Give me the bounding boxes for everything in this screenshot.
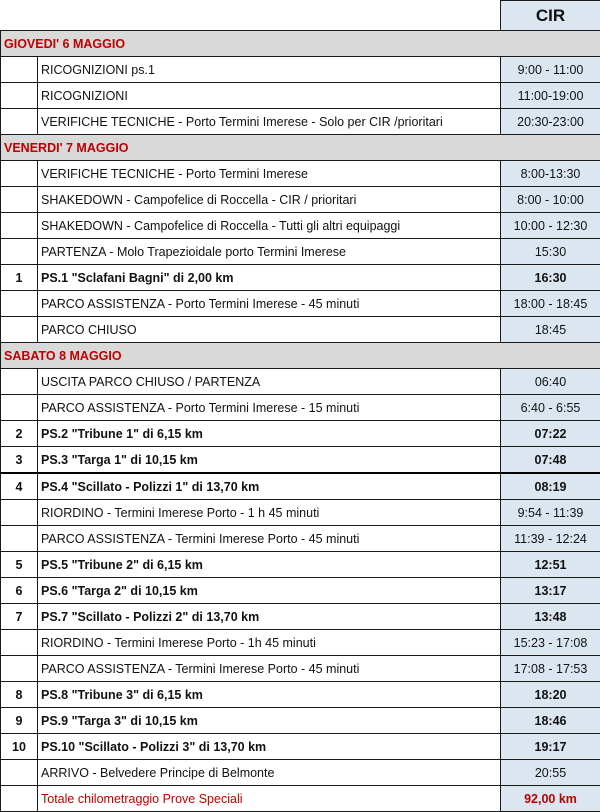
stage-number-cell: [1, 526, 38, 552]
event-time-cell: 8:00 - 10:00: [501, 187, 600, 213]
schedule-row: [1, 213, 600, 239]
schedule-row: [1, 291, 600, 317]
stage-number-cell: 9: [1, 708, 38, 734]
schedule-row: [1, 161, 600, 187]
schedule-row: [1, 239, 600, 265]
event-description-cell: VERIFICHE TECNICHE - Porto Termini Imerese: [38, 161, 501, 187]
event-time-cell: 18:46: [501, 708, 600, 734]
event-time-cell: 6:40 - 6:55: [501, 395, 600, 421]
schedule-row: [1, 578, 600, 604]
event-description-cell: PS.3 "Targa 1" di 10,15 km: [38, 447, 501, 474]
event-time-cell: 9:54 - 11:39: [501, 500, 600, 526]
total-label: Totale chilometraggio Prove Speciali: [38, 786, 501, 812]
event-description-cell: SHAKEDOWN - Campofelice di Roccella - CIR / prioritari: [38, 187, 501, 213]
day-header-row: [1, 31, 600, 57]
event-time-cell: 11:39 - 12:24: [501, 526, 600, 552]
event-time-cell: 12:51: [501, 552, 600, 578]
stage-number-cell: 4: [1, 473, 38, 500]
event-description-cell: PS.7 "Scillato - Polizzi 2" di 13,70 km: [38, 604, 501, 630]
event-description-cell: PARCO ASSISTENZA - Porto Termini Imerese - 45 minuti: [38, 291, 501, 317]
schedule-row: [1, 760, 600, 786]
header-blank-cell: [1, 1, 501, 31]
stage-number-cell: [1, 161, 38, 187]
stage-number-cell: [1, 291, 38, 317]
event-time-cell: 15:30: [501, 239, 600, 265]
event-time-cell: 18:20: [501, 682, 600, 708]
event-description-cell: PS.1 "Sclafani Bagni" di 2,00 km: [38, 265, 501, 291]
event-description-cell: SHAKEDOWN - Campofelice di Roccella - Tutti gli altri equipaggi: [38, 213, 501, 239]
schedule-row: [1, 552, 600, 578]
cir-column-header: CIR: [501, 1, 600, 31]
schedule-row: [1, 187, 600, 213]
stage-number-cell: [1, 213, 38, 239]
stage-number-cell: 1: [1, 265, 38, 291]
day-header: GIOVEDI' 6 MAGGIO: [1, 31, 600, 57]
event-description-cell: PS.4 "Scillato - Polizzi 1" di 13,70 km: [38, 473, 501, 500]
stage-number-cell: [1, 109, 38, 135]
stage-number-cell: [1, 83, 38, 109]
event-description-cell: PARCO ASSISTENZA - Termini Imerese Porto - 45 minuti: [38, 656, 501, 682]
stage-number-cell: 6: [1, 578, 38, 604]
total-number-cell: [1, 786, 38, 812]
event-description-cell: PARCO CHIUSO: [38, 317, 501, 343]
event-time-cell: 13:17: [501, 578, 600, 604]
stage-number-cell: 2: [1, 421, 38, 447]
event-description-cell: PS.9 "Targa 3" di 10,15 km: [38, 708, 501, 734]
event-description-cell: RICOGNIZIONI ps.1: [38, 57, 501, 83]
event-time-cell: 9:00 - 11:00: [501, 57, 600, 83]
event-description-cell: PARCO ASSISTENZA - Porto Termini Imerese - 15 minuti: [38, 395, 501, 421]
schedule-row: [1, 265, 600, 291]
schedule-row: [1, 526, 600, 552]
event-time-cell: 06:40: [501, 369, 600, 395]
day-header: SABATO 8 MAGGIO: [1, 343, 600, 369]
event-time-cell: 07:48: [501, 447, 600, 474]
stage-number-cell: 8: [1, 682, 38, 708]
stage-number-cell: [1, 57, 38, 83]
schedule-row: [1, 656, 600, 682]
stage-number-cell: 10: [1, 734, 38, 760]
stage-number-cell: [1, 317, 38, 343]
schedule-row: [1, 57, 600, 83]
event-description-cell: RICOGNIZIONI: [38, 83, 501, 109]
schedule-row: [1, 421, 600, 447]
header-row: [1, 1, 600, 31]
stage-number-cell: [1, 239, 38, 265]
schedule-row: [1, 473, 600, 500]
event-time-cell: 18:00 - 18:45: [501, 291, 600, 317]
schedule-row: [1, 500, 600, 526]
day-header-row: [1, 135, 600, 161]
schedule-row: [1, 317, 600, 343]
schedule-row: [1, 630, 600, 656]
stage-number-cell: [1, 656, 38, 682]
total-value: 92,00 km: [501, 786, 600, 812]
event-time-cell: 17:08 - 17:53: [501, 656, 600, 682]
event-time-cell: 10:00 - 12:30: [501, 213, 600, 239]
event-description-cell: ARRIVO - Belvedere Principe di Belmonte: [38, 760, 501, 786]
schedule-row: [1, 109, 600, 135]
stage-number-cell: [1, 369, 38, 395]
stage-number-cell: [1, 760, 38, 786]
stage-number-cell: 7: [1, 604, 38, 630]
stage-number-cell: [1, 187, 38, 213]
event-time-cell: 16:30: [501, 265, 600, 291]
event-time-cell: 20:55: [501, 760, 600, 786]
schedule-row: [1, 734, 600, 760]
event-time-cell: 13:48: [501, 604, 600, 630]
stage-number-cell: 5: [1, 552, 38, 578]
event-time-cell: 18:45: [501, 317, 600, 343]
schedule-row: [1, 708, 600, 734]
event-description-cell: PS.5 "Tribune 2" di 6,15 km: [38, 552, 501, 578]
event-description-cell: RIORDINO - Termini Imerese Porto - 1h 45 minuti: [38, 630, 501, 656]
event-description-cell: PS.6 "Targa 2" di 10,15 km: [38, 578, 501, 604]
day-header: VENERDI' 7 MAGGIO: [1, 135, 600, 161]
schedule-row: [1, 604, 600, 630]
stage-number-cell: 3: [1, 447, 38, 474]
schedule-row: [1, 447, 600, 474]
event-description-cell: PARCO ASSISTENZA - Termini Imerese Porto - 45 minuti: [38, 526, 501, 552]
schedule-row: [1, 83, 600, 109]
event-time-cell: 8:00-13:30: [501, 161, 600, 187]
event-description-cell: RIORDINO - Termini Imerese Porto - 1 h 45 minuti: [38, 500, 501, 526]
stage-number-cell: [1, 395, 38, 421]
event-description-cell: VERIFICHE TECNICHE - Porto Termini Imerese - Solo per CIR /prioritari: [38, 109, 501, 135]
event-description-cell: PS.2 "Tribune 1" di 6,15 km: [38, 421, 501, 447]
day-header-row: [1, 343, 600, 369]
total-row: [1, 786, 600, 812]
stage-number-cell: [1, 630, 38, 656]
event-time-cell: 08:19: [501, 473, 600, 500]
event-time-cell: 07:22: [501, 421, 600, 447]
event-time-cell: 15:23 - 17:08: [501, 630, 600, 656]
schedule-row: [1, 682, 600, 708]
event-description-cell: PS.10 "Scillato - Polizzi 3" di 13,70 km: [38, 734, 501, 760]
stage-number-cell: [1, 500, 38, 526]
schedule-row: [1, 369, 600, 395]
event-description-cell: PARTENZA - Molo Trapezioidale porto Termini Imerese: [38, 239, 501, 265]
event-description-cell: USCITA PARCO CHIUSO / PARTENZA: [38, 369, 501, 395]
event-time-cell: 20:30-23:00: [501, 109, 600, 135]
event-time-cell: 19:17: [501, 734, 600, 760]
event-description-cell: PS.8 "Tribune 3" di 6,15 km: [38, 682, 501, 708]
schedule-row: [1, 395, 600, 421]
event-time-cell: 11:00-19:00: [501, 83, 600, 109]
